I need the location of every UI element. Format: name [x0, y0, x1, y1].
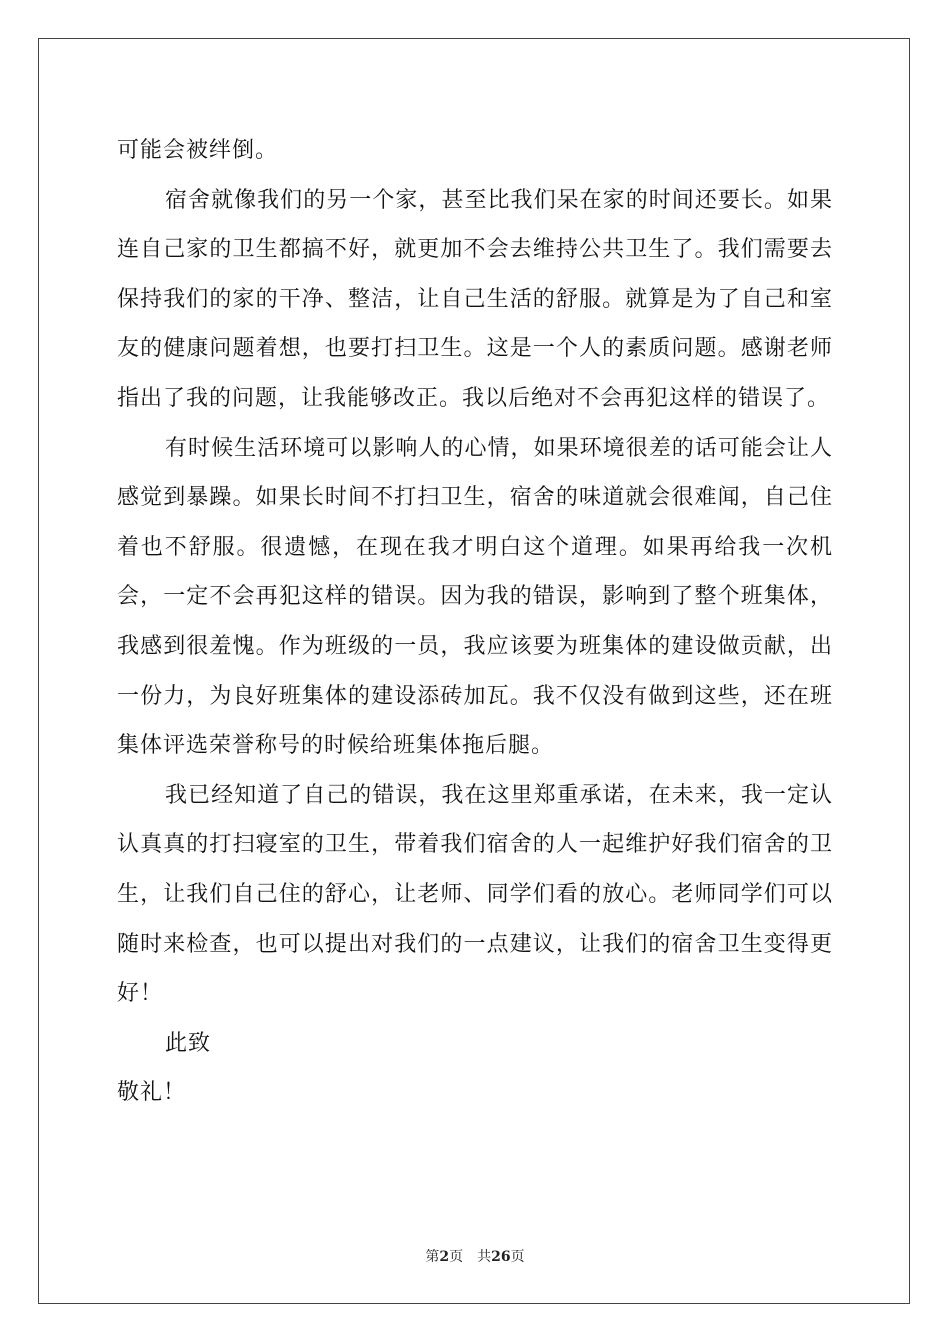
- paragraph-living-environment: 有时候生活环境可以影响人的心情，如果环境很差的话可能会让人感觉到暴躁。如果长时间不打扫卫生，宿舍的味道就会很难闻，自己住着也不舒服。很遗憾，在现在我才明白这个道理。如果再给我一次机会，一定不会再犯这样的错误。因为我的错误，影响到了整个班集体，我感到很羞愧。作为班级的一员，我应该要为班集体的建设做贡献，出一份力，为良好班集体的建设添砖加瓦。我不仅没有做到这些，还在班集体评选荣誉称号的时候给班集体拖后腿。: [117, 435, 833, 759]
- total-pages: 26: [491, 1249, 511, 1265]
- page-number: 2: [439, 1249, 450, 1265]
- closing-line: 此致: [165, 1030, 212, 1056]
- paragraph-dormitory-home: 宿舍就像我们的另一个家，甚至比我们呆在家的时间还要长。如果连自己家的卫生都搞不好，就更加不会去维持公共卫生了。我们需要去保持我们的家的干净、整洁，让自己生活的舒服。就算是为了自己和室友的健康问题着想，也要打扫卫生。这是一个人的素质问题。感谢老师指出了我的问题，让我能够改正。我以后绝对不会再犯这样的错误了。: [117, 187, 833, 411]
- page-suffix: 页: [449, 1249, 464, 1265]
- paragraph-continuation: 可能会被绊倒。: [117, 138, 279, 163]
- page-prefix: 第: [425, 1249, 440, 1265]
- salutation-line: 敬礼！: [117, 1080, 187, 1106]
- document-body: [117, 126, 833, 1118]
- paragraph-promise: 我已经知道了自己的错误，我在这里郑重承诺，在未来，我一定认认真真的打扫寝室的卫生，带着我们宿舍的人一起维护好我们宿舍的卫生，让我们自己住的舒心，让老师、同学们看的放心。老师同学们可以随时来检查，也可以提出对我们的一点建议，让我们的宿舍卫生变得更好！: [117, 782, 833, 1007]
- total-prefix: 共: [477, 1249, 492, 1265]
- page-footer: [0, 1247, 950, 1267]
- total-suffix: 页: [510, 1249, 525, 1265]
